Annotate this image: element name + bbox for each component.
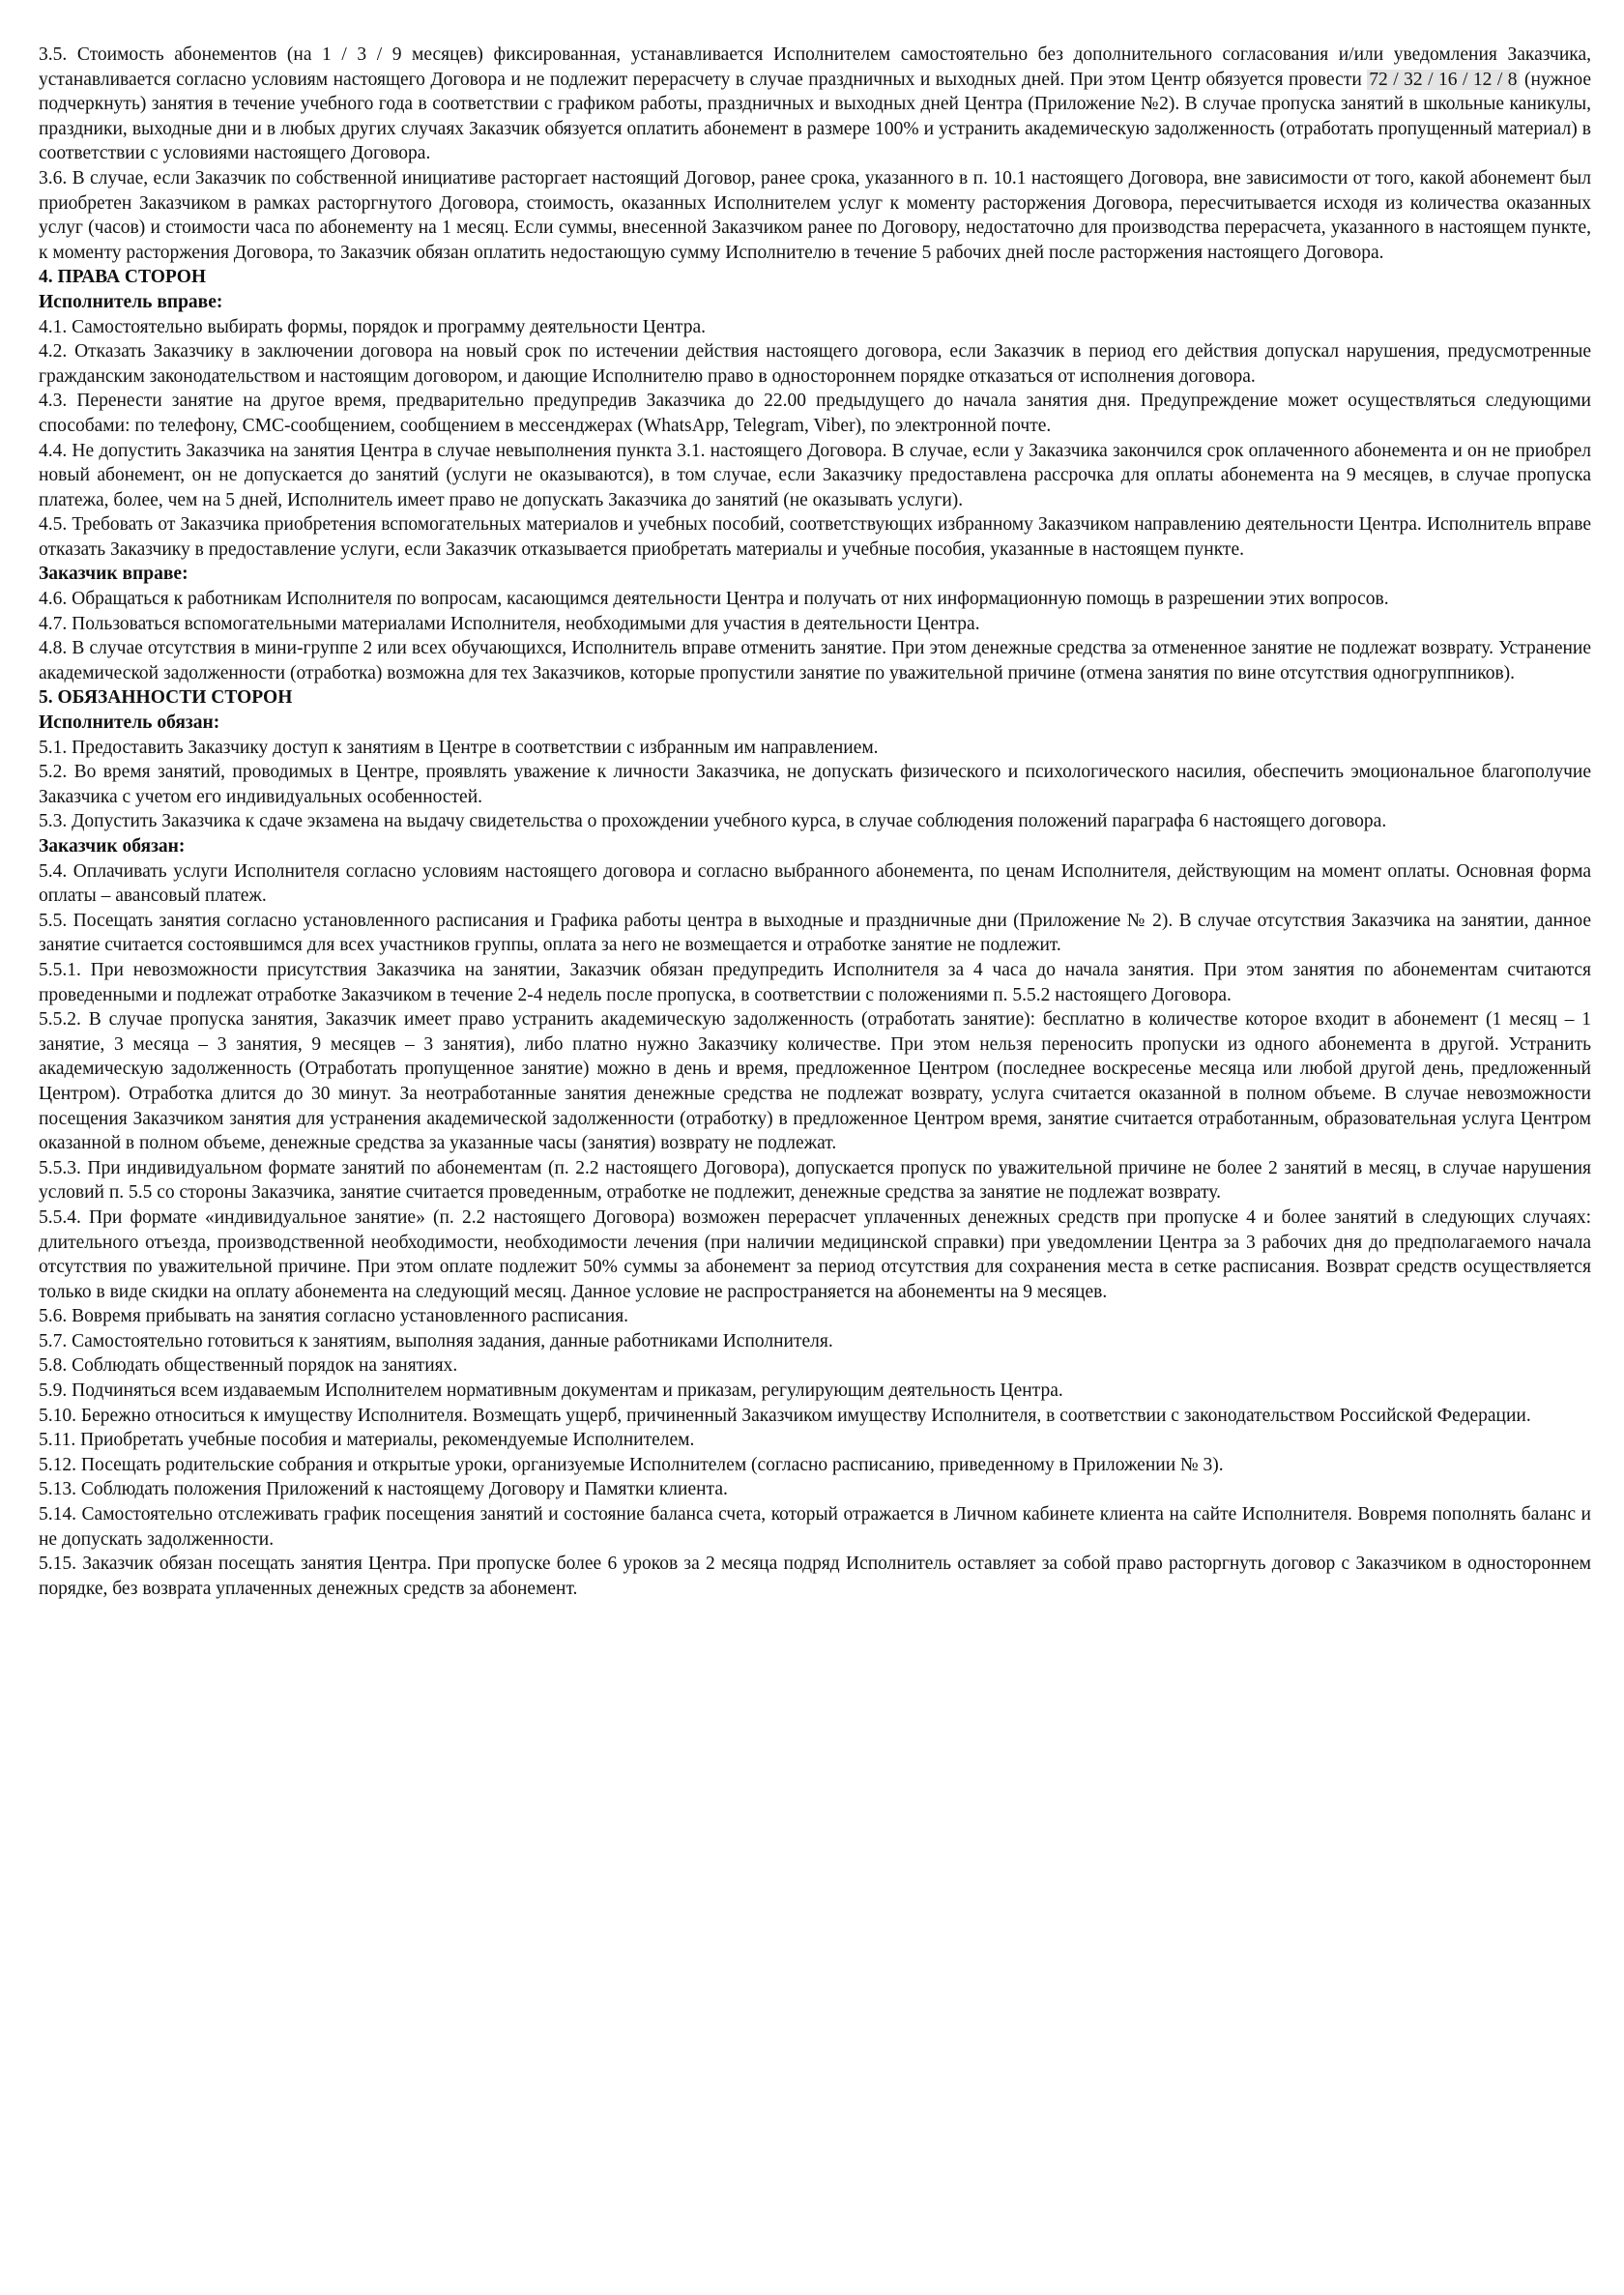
clause-5-12: 5.12. Посещать родительские собрания и открытые уроки, организуемые Исполнителем (согласно расписанию, приведенному в Приложении № 3).	[39, 1454, 1224, 1475]
clause-3-5-text-start: 3.5. Стоимость абонементов (на 1 / 3 / 9 месяцев) фиксированная, устанавливается Исполнителем самостоятельно без дополнительного согласования и/или уведомления Заказчика, устанавливается согласно условиям настоящего Договора и не подлежит перерасчету в случае праздничных и выходных дней. При этом Центр обязуется провести	[39, 44, 1591, 90]
clause-4-5: 4.5. Требовать от Заказчика приобретения вспомогательных материалов и учебных пособий, соответствующих избранному Заказчиком направлению деятельности Центра. Исполнитель вправе отказать Заказчику в предоставление услуги, если Заказчик отказывается приобретать материалы и учебные пособия, указанные в настоящем пункте.	[39, 514, 1591, 560]
clause-4-3: 4.3. Перенести занятие на другое время, предварительно предупредив Заказчика до 22.00 предыдущего до начала занятия дня. Предупреждение может осуществляться следующими способами: по телефону, СМС-сообщением, сообщением в мессенджерах (WhatsApp, Telegram, Viber), по электронной почте.	[39, 391, 1591, 436]
clause-4-8: 4.8. В случае отсутствия в мини-группе 2 или всех обучающихся, Исполнитель вправе отменить занятие. При этом денежные средства за отмененное занятие не подлежат возврату. Устранение академической задолженности (отработка) возможна для тех Заказчиков, которые пропустили занятие по уважительной причине (отмена занятия по вине отсутствия одногруппников).	[39, 638, 1591, 683]
customer-duties-heading: Заказчик обязан:	[39, 836, 186, 857]
clause-4-6: 4.6. Обращаться к работникам Исполнителя по вопросам, касающимся деятельности Центра и получать от них информационную помощь в разрешении этих вопросов.	[39, 589, 1389, 610]
clause-4-1: 4.1. Самостоятельно выбирать формы, порядок и программу деятельности Центра.	[39, 316, 706, 337]
clause-5-5-1: 5.5.1. При невозможности присутствия Заказчика на занятии, Заказчик обязан предупредить Исполнителя за 4 часа до начала занятия. При этом занятия по абонементам считаются проведенными и подлежат отработке Заказчиком в течение 2-4 недель после пропуска, в соответствии с положениями п. 5.5.2 настоящего Договора.	[39, 959, 1591, 1005]
clause-5-6: 5.6. Вовремя прибывать на занятия согласно установленного расписания.	[39, 1306, 629, 1327]
clause-4-2: 4.2. Отказать Заказчику в заключении договора на новый срок по истечении действия настоящего договора, если Заказчик в период его действия допускал нарушения, предусмотренные гражданским законодательством и настоящим договором, и дающие Исполнителю право в одностороннем порядке отказаться от исполнения договора.	[39, 341, 1591, 387]
clause-5-8: 5.8. Соблюдать общественный порядок на занятиях.	[39, 1355, 458, 1377]
clause-5-15: 5.15. Заказчик обязан посещать занятия Центра. При пропуске более 6 уроков за 2 месяца подряд Исполнитель оставляет за собой право расторгнуть договор с Заказчиком в одностороннем порядке, без возврата уплаченных денежных средств за абонемент.	[39, 1554, 1591, 1599]
executor-rights-heading: Исполнитель вправе:	[39, 291, 223, 312]
clause-5-3: 5.3. Допустить Заказчика к сдаче экзамена на выдачу свидетельства о прохождении учебного курса, в случае соблюдения положений параграфа 6 настоящего договора.	[39, 811, 1387, 832]
clause-5-4: 5.4. Оплачивать услуги Исполнителя согласно условиям настоящего договора и согласно выбранного абонемента, по ценам Исполнителя, действующим на момент оплаты. Основная форма оплаты – авансовый платеж.	[39, 860, 1591, 907]
clause-5-9: 5.9. Подчиняться всем издаваемым Исполнителем нормативным документам и приказам, регулирующим деятельность Центра.	[39, 1380, 1063, 1402]
clause-5-7: 5.7. Самостоятельно готовиться к занятиям, выполняя задания, данные работниками Исполнителя.	[39, 1330, 833, 1351]
clause-5-13: 5.13. Соблюдать положения Приложений к настоящему Договору и Памятки клиента.	[39, 1479, 728, 1500]
clause-5-5-2: 5.5.2. В случае пропуска занятия, Заказчик имеет право устранить академическую задолженность (отработать занятие): бесплатно в количестве которое входит в абонемент (1 месяц – 1 занятие, 3 месяца – 3 занятия, 9 месяцев – 3 занятия), либо платно нужно Заказчику количестве. При этом нельзя переносить пропуски из одного абонемента в другой. Устранить академическую задолженность (Отработать пропущенное занятие) можно в день и время, предложенное Центром (последнее воскресенье месяца или любой другой день, предложенный Центром). Отработка длится до 30 минут. За неотработанные занятия денежные средства не подлежат возврату, услуга считается оказанной в полном объеме. В случае невозможности посещения Заказчиком занятия для устранения академической задолженности (отработку) в предложенное Центром время, занятие считается отработанным, образовательная услуга Центром оказанной в полном объеме, денежные средства за указанные часы (занятия) возврату не подлежат.	[39, 1009, 1591, 1154]
clause-5-5: 5.5. Посещать занятия согласно установленного расписания и Графика работы центра в выходные и праздничные дни (Приложение № 2). В случае отсутствия Заказчика на занятии, данное занятие считается состоявшимся для всех участников группы, оплата за него не возмещается и отработке занятие не подлежит.	[39, 910, 1591, 956]
clause-5-5-3: 5.5.3. При индивидуальном формате занятий по абонементам (п. 2.2 настоящего Договора), допускается пропуск по уважительной причине не более 2 занятий в месяц, в случае нарушения условий п. 5.5 со стороны Заказчика, занятие считается проведенным, отработке не подлежит, денежные средства за занятие не подлежат возврату.	[39, 1157, 1591, 1204]
clause-3-5-text-end: (нужное подчеркнуть) занятия в течение учебного года в соответствии с графиком работы, праздничных и выходных дней Центра (Приложение №2). В случае пропуска занятий в школьные каникулы, праздники, выходные дни и в любых других случаях Заказчик обязуется оплатить абонемент в размере 100% и устранить академическую задолженность (отработать пропущенный материал) в соответствии с условиями настоящего Договора.	[39, 69, 1592, 164]
clause-4-4: 4.4. Не допустить Заказчика на занятия Центра в случае невыполнения пункта 3.1. настоящего Договора. В случае, если у Заказчика закончился срок оплаченного абонемента и он не приобрел новый абонемент, он не допускается до занятий (услуги не оказываются), в том случае, если Заказчику предоставлена рассрочка для оплаты абонемента на 9 месяцев, в случае пропуска платежа, более, чем на 5 дней, Исполнитель имеет право не допускать Заказчика до занятий (не оказывать услуги).	[39, 440, 1591, 510]
lesson-count-options: 72 / 32 / 16 / 12 / 8	[1369, 69, 1518, 90]
document-page	[39, 43, 1591, 1601]
section-5-heading: 5. ОБЯЗАННОСТИ СТОРОН	[39, 687, 293, 709]
clause-5-10: 5.10. Бережно относиться к имуществу Исполнителя. Возмещать ущерб, причиненный Заказчиком имуществу Исполнителя, в соответствии с законодательством Российской Федерации.	[39, 1405, 1531, 1426]
section-4-heading: 4. ПРАВА СТОРОН	[39, 267, 207, 288]
clause-5-14: 5.14. Самостоятельно отслеживать график посещения занятий и состояние баланса счета, который отражается в Личном кабинете клиента на сайте Исполнителя. Вовремя пополнять баланс и не допускать задолженности.	[39, 1504, 1591, 1550]
clause-5-5-4: 5.5.4. При формате «индивидуальное занятие» (п. 2.2 настоящего Договора) возможен перерасчет уплаченных денежных средств при пропуске 4 и более занятий в следующих случаях: длительного отъезда, производственной необходимости, необходимости лечения (при наличии медицинской справки) при уведомлении Центра за 3 рабочих дня до предполагаемого начала отсутствия по уважительной причине. При этом оплате подлежит 50% суммы за абонемент за период отсутствия для сохранения места в сетке расписания. Возврат средств осуществляется только в виде скидки на оплату абонемента на следующий месяц. Данное условие не распространяется на абонементы на 9 месяцев.	[39, 1206, 1591, 1302]
clause-5-2: 5.2. Во время занятий, проводимых в Центре, проявлять уважение к личности Заказчика, не допускать физического и психологического насилия, обеспечить эмоциональное благополучие Заказчика с учетом его индивидуальных особенностей.	[39, 762, 1591, 807]
executor-duties-heading: Исполнитель обязан:	[39, 712, 220, 734]
clause-5-11: 5.11. Приобретать учебные пособия и материалы, рекомендуемые Исполнителем.	[39, 1430, 695, 1451]
clause-3-5	[39, 43, 1591, 166]
customer-rights-heading: Заказчик вправе:	[39, 564, 188, 585]
clause-3-6: 3.6. В случае, если Заказчик по собственной инициативе расторгает настоящий Договор, ранее срока, указанного в п. 10.1 настоящего Договора, вне зависимости от того, какой абонемент был приобретен Заказчиком в рамках расторгнутого Договора, стоимость, оказанных Исполнителем услуг к моменту расторжения Договора, пересчитывается исходя из количества оказанных услуг (часов) и стоимости часа по абонементу на 1 месяц. Если суммы, внесенной Заказчиком ранее по Договору, недостаточно для производства перерасчета, указанного в настоящем пункте, к моменту расторжения Договора, то Заказчик обязан оплатить недостающую сумму Исполнителю в течение 5 рабочих дней после расторжения настоящего Договора.	[39, 167, 1591, 263]
clause-5-1: 5.1. Предоставить Заказчику доступ к занятиям в Центре в соответствии с избранным им направлением.	[39, 737, 879, 758]
clause-4-7: 4.7. Пользоваться вспомогательными материалами Исполнителя, необходимыми для участия в деятельности Центра.	[39, 613, 980, 634]
